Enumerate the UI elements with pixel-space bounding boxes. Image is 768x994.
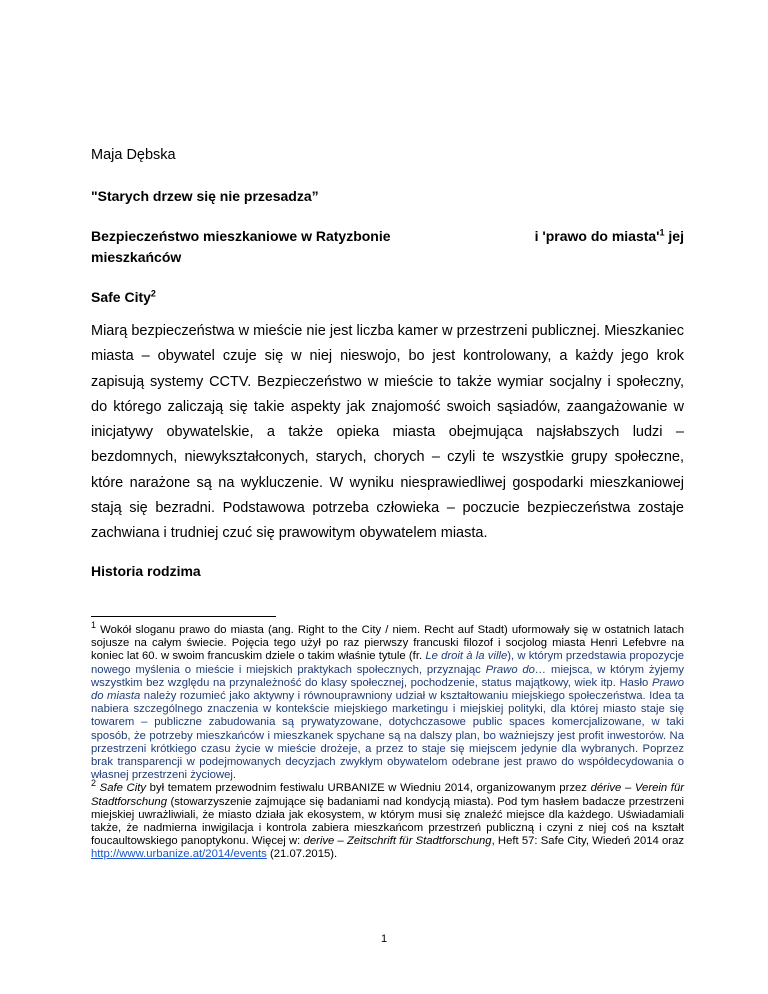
page-number: 1 — [380, 933, 388, 945]
heading-part1: Bezpieczeństwo mieszkaniowe w Ratyzbonie — [91, 228, 391, 244]
footnote-2: $^2$ Safe City był tematem przewodnim festiwalu URBANIZE w Wiedniu 2014, organizowanym przez dérive – Verein für Stadtforschung (stowarzyszenie zajmujące się badaniami nad kondycją miasta). Pod tym hasłem badacze przestrzeni miejskiej uwrażliwiali, że miasto działa jak ekosystem, w którym musi się znaleźć miejsce dla każdego. Uświadamiali także, że nadmierna inwigilacja i kontrola zabiera mieszkańcom przestrzeń publiczną i czyni z niej coś na kształt foucaultowskiego panoptykonu. Więcej w: derive – Zeitschrift für Stadtforschung, Heft 57: Safe City, Wiedeń 2014 oraz http://www.urbanize.at/2014/events (21.07.2015). — [91, 778, 684, 861]
urbanize-link[interactable]: http://www.urbanize.at/2014/events — [91, 848, 267, 861]
author-name: Maja Dębska — [91, 147, 176, 163]
heading-part2: i 'prawo do $miasta'^1$ jej — [534, 227, 684, 244]
footnotes — [91, 620, 684, 862]
section-heading-safe-city: Safe City$^2$ — [91, 288, 156, 305]
footnote-1: $^1$ Wokół sloganu prawo do miasta (ang. Right to the City / niem. Recht auf Stadt) uformowały się w ostatnich latach sojusze na całym świecie. Pojęcia tego użył po raz pierwszy francuski filozof i socjolog miasta Henri Lefebvre na koniec lat 60. w swoim francuskim dziele o takim właśnie tytule (fr. Le droit à la ville), w którym przedstawia propozycje nowego myślenia o mieście i miejskich praktykach społecznych, przyznając Prawo do… miejsca, w którym żyjemy wszystkim bez względu na przynależność do klasy społecznej, pochodzenie, status majątkowy, wiek itp. Hasło Prawo do miasta należy rozumieć jako aktywny i równouprawniony udział w kształtowaniu miejskiego społeczeństwa. Idea ta nabiera szczególnego znaczenia w kontekście miejskiego marketingu i miejskiej polityki, dla której miasto staje się towarem – publiczne zabudowania są prywatyzowane, dotychczasowe public spaces komercjalizowane, w taki sposób, że potrzeby mieszkańców i mieszkanek spychane są na dalszy plan, bo ważniejszy jest profit inwestorów. Na przestrzeni krótkiego czasu życie w mieście drożeje, a przez to staje się miejscem jedynie dla wybranych. Poprzez brak transparencji w podejmowanych decyzjach zwykłym obywatelom odebrane jest prawo do współdecydowania o własnej przestrzeni życiowej. — [91, 620, 684, 782]
article-heading — [91, 228, 684, 244]
heading-continuation: mieszkańców — [91, 249, 182, 265]
section-heading-history: Historia rodzima — [91, 563, 201, 579]
footnote-ref-2[interactable]: 2 — [150, 288, 156, 299]
body-paragraph: Miarą bezpieczeństwa w mieście nie jest liczba kamer w przestrzeni publicznej. Mieszkaniec miasta – obywatel czuje się w niej nieswojo, bo jest kontrolowany, a każdy jego krok zapisują systemy CCTV. Bezpieczeństwo w mieście to także wymiar socjalny i społeczny, do którego zaliczają się takie aspekty jak znajomość swoich sąsiadów, zaangażowanie w inicjatywy obywatelskie, a także opieka miasta obejmująca najsłabszych ludzi – bezdomnych, niewykształconych, starych, chorych – czyli te wszystkie grupy społeczne, które narażone są na wykluczenie. W wyniku niesprawiedliwej gospodarki mieszkaniowej stają się bezradni. Podstawowa potrzeba człowieka – poczucie bezpieczeństwa zostaje zachwiana i trudniej czuć się prawowitym obywatelem miasta. — [91, 323, 684, 542]
quote-title: "Starych drzew się nie przesadza” — [91, 188, 319, 204]
footnote-ref-1[interactable]: 1 — [659, 227, 665, 238]
footnote-divider — [91, 616, 276, 617]
